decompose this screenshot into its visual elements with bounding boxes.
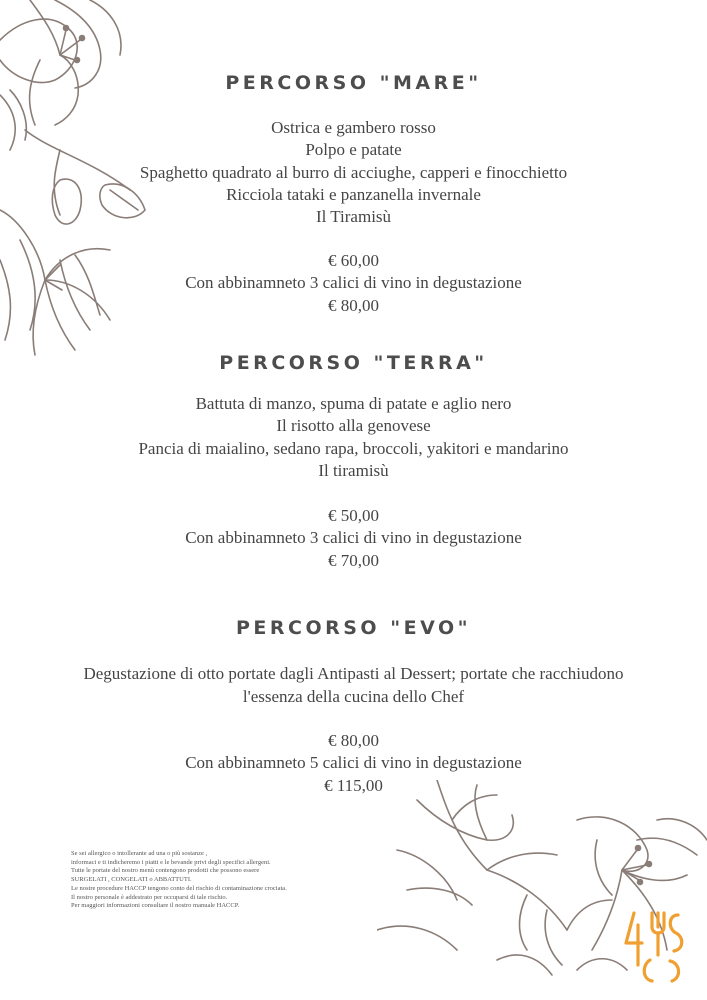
price: € 80,00 bbox=[328, 731, 379, 750]
restaurant-logo-icon bbox=[620, 905, 690, 985]
dish-item: Battuta di manzo, spuma di patate e aglio nero bbox=[195, 394, 512, 413]
dish-item: Ricciola tataki e panzanella invernale bbox=[226, 184, 481, 204]
section-mare-dishes bbox=[0, 117, 707, 228]
notice-line: Il nostro personale è addestrato per occuparsi di tale rischio. bbox=[71, 893, 228, 901]
description-line: l'essenza della cucina dello Chef bbox=[242, 686, 465, 706]
section-terra-dishes bbox=[0, 393, 707, 482]
section-mare-prices bbox=[0, 250, 707, 317]
section-title-mare: PERCORSO "MARE" bbox=[225, 72, 482, 94]
section-title-terra: PERCORSO "TERRA" bbox=[219, 352, 488, 374]
section-title-evo: PERCORSO "EVO" bbox=[235, 617, 471, 639]
section-terra-prices bbox=[0, 505, 707, 572]
section-evo-description bbox=[0, 663, 707, 708]
price: € 60,00 bbox=[328, 251, 379, 270]
wine-pairing: Con abbinamneto 3 calici di vino in degustazione bbox=[185, 273, 522, 293]
dish-item: Il risotto alla genovese bbox=[276, 416, 431, 436]
notice-line: Per maggiori informazioni consultare il nostro manuale HACCP. bbox=[71, 902, 240, 910]
notice-line: informaci e ti indicheremo i piatti e le bevande privi degli specifici allergeni. bbox=[71, 858, 271, 866]
description-line: Degustazione di otto portate dagli Antipasti al Dessert; portate che racchiudono bbox=[83, 664, 624, 683]
dish-item: Spaghetto quadrato al burro di acciughe, capperi e finocchietto bbox=[139, 162, 568, 182]
notice-line: Se sei allergico o intollerante ad una o più sostanze , bbox=[71, 850, 208, 857]
notice-line: Le nostre procedure HACCP tengono conto del rischio di contaminazione crociata. bbox=[71, 884, 287, 892]
dish-item: Il tiramisù bbox=[318, 460, 389, 480]
pairing-price: € 80,00 bbox=[328, 295, 379, 315]
notice-line: Tutte le portate del nostro menù contengono prodotti che possono essere bbox=[71, 867, 260, 875]
wine-pairing: Con abbinamneto 5 calici di vino in degustazione bbox=[185, 753, 522, 773]
pairing-price: € 115,00 bbox=[324, 775, 383, 795]
notice-line: SURGELATI , CONGELATI o ABBATTUTI. bbox=[71, 876, 192, 884]
section-evo-prices bbox=[0, 730, 707, 797]
dish-item: Pancia di maialino, sedano rapa, broccoli, yakitori e mandarino bbox=[138, 438, 569, 458]
wine-pairing: Con abbinamneto 3 calici di vino in degustazione bbox=[185, 528, 522, 548]
dish-item: Ostrica e gambero rosso bbox=[271, 118, 436, 137]
allergen-notice bbox=[71, 850, 371, 911]
pairing-price: € 70,00 bbox=[328, 550, 379, 570]
dish-item: Il Tiramisù bbox=[315, 207, 392, 227]
dish-item: Polpo e patate bbox=[305, 140, 402, 160]
price: € 50,00 bbox=[328, 506, 379, 525]
